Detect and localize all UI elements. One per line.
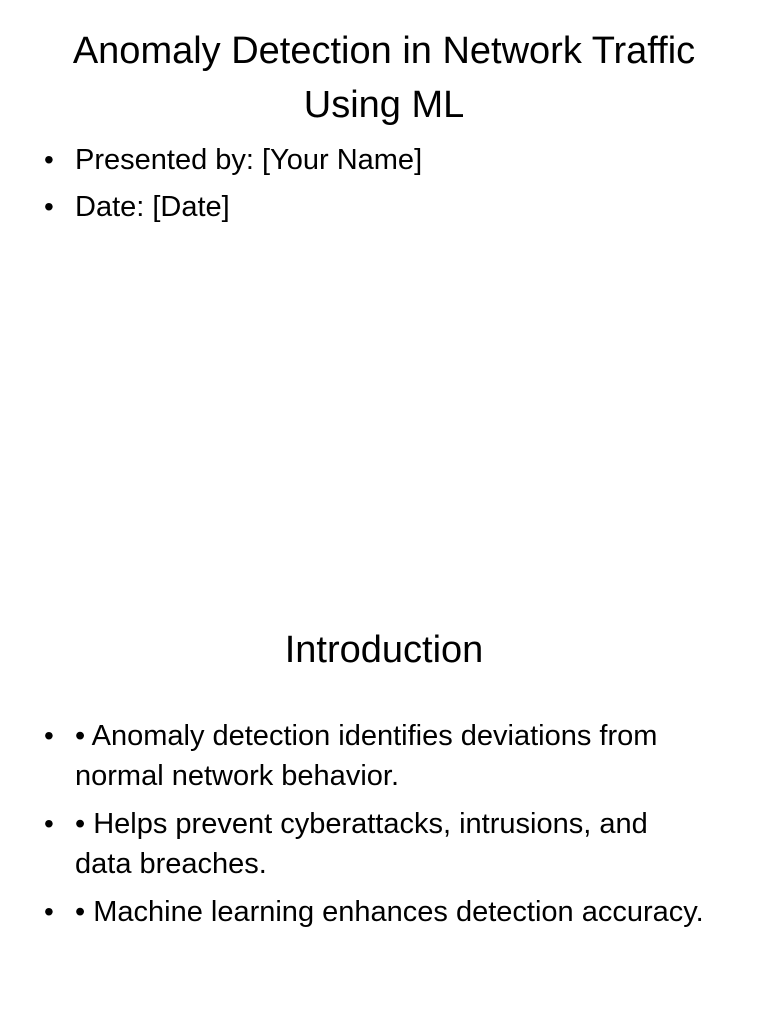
bullet-icon: •: [44, 144, 54, 175]
bullet-item: [0, 716, 768, 796]
bullet-text: • Helps prevent cyberattacks, intrusions, and data breaches.: [75, 808, 648, 880]
introduction-slide: [0, 512, 768, 1024]
bullet-list: [0, 716, 768, 940]
bullet-icon: •: [44, 808, 54, 839]
bullet-list: [0, 140, 768, 234]
bullet-text: Presented by: [Your Name]: [75, 144, 423, 176]
bullet-item: [0, 804, 768, 884]
bullet-item: [0, 892, 768, 932]
bullet-icon: •: [44, 720, 54, 751]
slide-title: Anomaly Detection in Network Traffic Using ML: [72, 30, 696, 126]
bullet-item: [0, 140, 768, 180]
bullet-icon: •: [44, 896, 54, 927]
bullet-text: • Anomaly detection identifies deviations from normal network behavior.: [75, 720, 658, 792]
bullet-text: • Machine learning enhances detection accuracy.: [75, 896, 704, 928]
bullet-item: [0, 187, 768, 227]
bullet-icon: •: [44, 191, 54, 222]
slide-title: Introduction: [284, 629, 484, 671]
bullet-text: Date: [Date]: [75, 191, 230, 223]
